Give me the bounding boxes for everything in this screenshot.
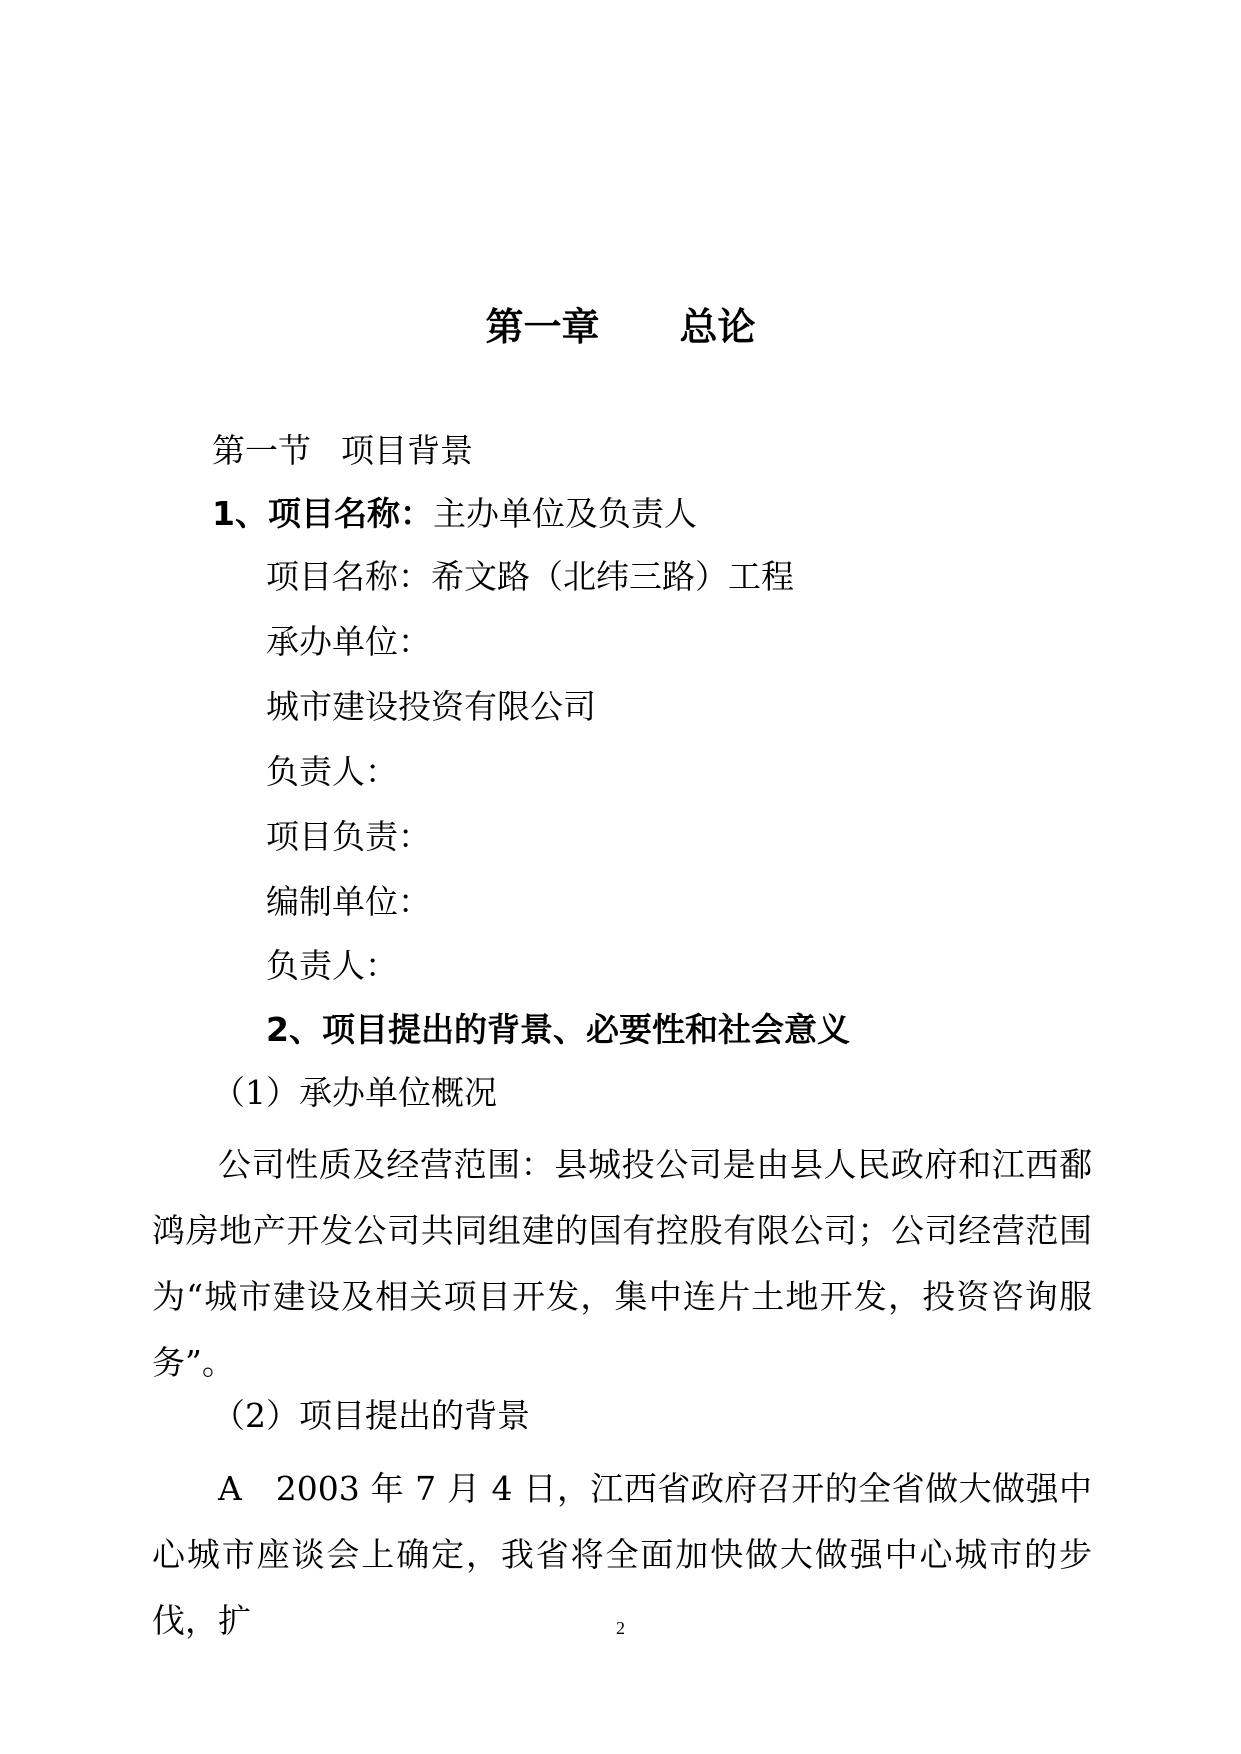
item1-heading-rest: 主办单位及负责人 (432, 494, 697, 533)
undertaker-label: 承办单位： (266, 622, 431, 661)
subheading-1: （1）承办单位概况 (212, 1073, 497, 1112)
section-label: 第一节 (212, 431, 311, 470)
project-lead-label: 项目负责： (266, 817, 431, 856)
responsible-label-2: 负责人： (266, 946, 398, 985)
chapter-name: 总论 (679, 305, 756, 349)
project-name-line: 项目名称：希文路（北纬三路）工程 (266, 557, 794, 596)
responsible-label: 负责人： (266, 752, 398, 791)
page-number: 2 (616, 1618, 625, 1638)
item1-heading (212, 494, 697, 534)
subheading-2: （2）项目提出的背景 (212, 1396, 530, 1435)
paragraph-1: 公司性质及经营范围：县城投公司是由县人民政府和江西鄱鸿房地产开发公司共同组建的国有控股有限公司；公司经营范围为“城市建设及相关项目开发，集中连片土地开发，投资咨询服务”。 (152, 1145, 1092, 1382)
section-title: 项目背景 (341, 431, 473, 470)
section-heading (212, 431, 473, 471)
item1-heading-bold: 1、项目名称： (212, 494, 433, 533)
compiler-label: 编制单位： (266, 882, 431, 921)
undertaker-name: 城市建设投资有限公司 (266, 687, 596, 726)
item2-heading: 2、项目提出的背景、必要性和社会意义 (266, 1010, 850, 1049)
chapter-title (0, 296, 1241, 351)
chapter-number: 第一章 (485, 305, 600, 349)
paragraph-2: A 2003 年 7 月 4 日，江西省政府召开的全省做大做强中心城市座谈会上确定，我省将全面加快做大做强中心城市的步伐，扩 (152, 1469, 1092, 1640)
